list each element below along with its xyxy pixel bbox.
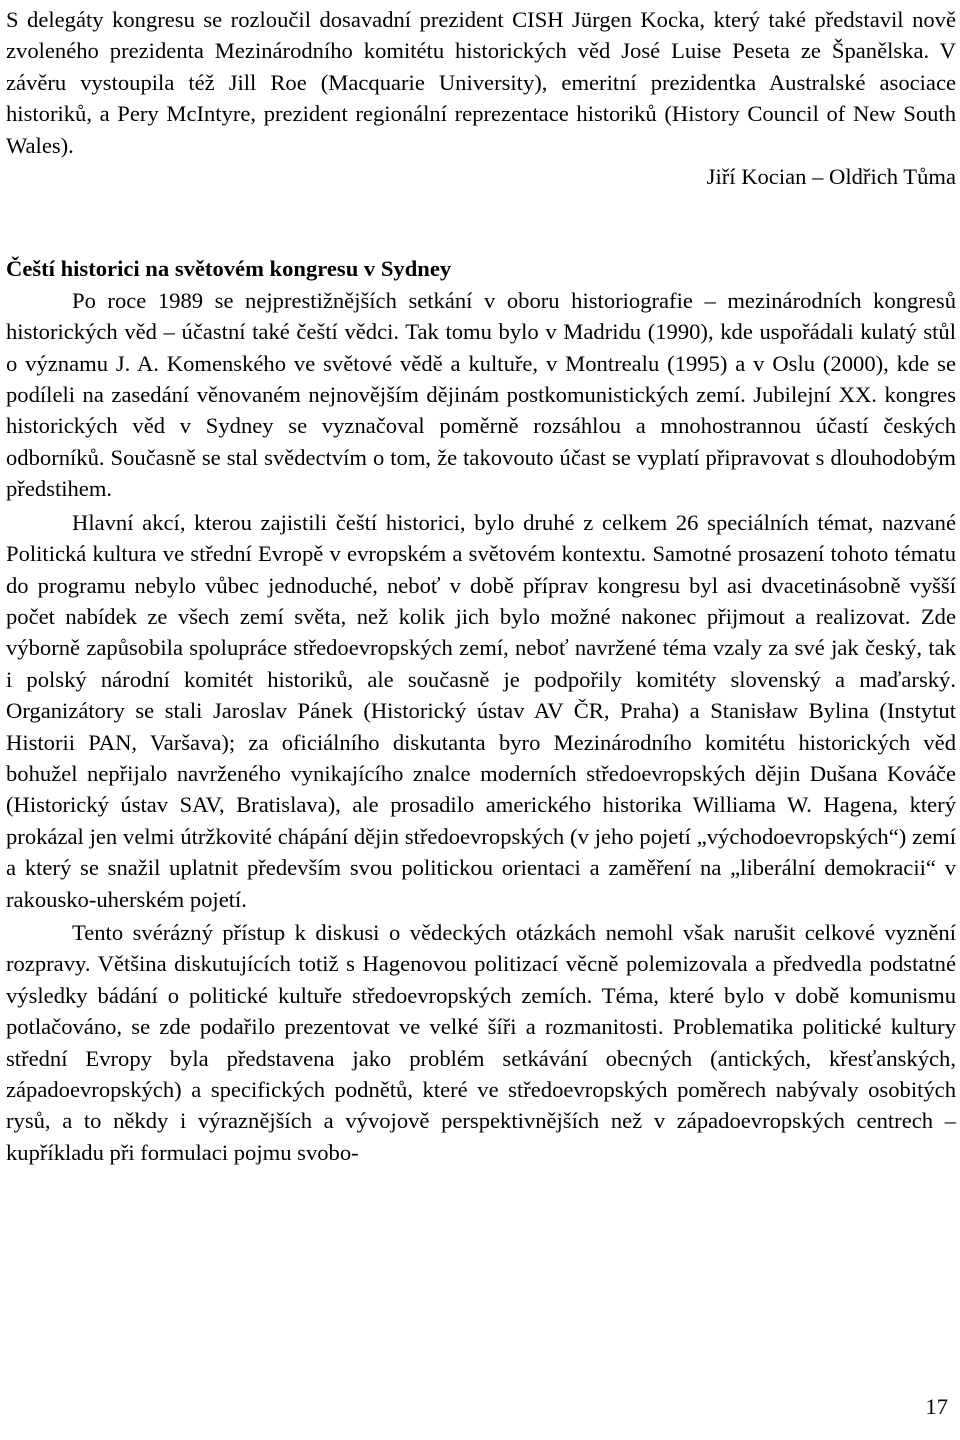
section-heading: Čeští historici na světovém kongresu v Sydney xyxy=(6,256,452,282)
document-page xyxy=(6,4,956,1168)
article-signature: Jiří Kocian – Oldřich Tůma xyxy=(706,164,956,190)
body-paragraph-3: Tento svérázný přístup k diskusi o vědeckých otázkách nemohl však narušit celkové vyznění rozpravy. Většina diskutujících totiž s Hagenovou politizací věcně polemizovala a předvedla podstatné výsledky bádání o politické kultuře středoevropských zemích. Téma, které bylo v době komunismu potlačováno, se zde podařilo prezentovat ve velké šíři a rozmanitosti. Problematika politické kultury střední Evropy byla představena jako problém setkávání obecných (antických, křesťanských, západoevropských) a specifických podnětů, které ve středoevropských poměrech nabývaly osobitých rysů, a to někdy i výraznějších a vývojově perspektivnějších než v západoevropských centrech – kupříkladu při formulaci pojmu svobo- xyxy=(6,919,956,1165)
page-number: 17 xyxy=(925,1394,948,1419)
intro-paragraph: S delegáty kongresu se rozloučil dosavadní prezident CISH Jürgen Kocka, který také představil nově zvoleného prezidenta Mezinárodního komitétu historických věd José Luise Peseta ze Španělska. V závěru vystoupila též Jill Roe (Macquarie University), emeritní prezidentka Australské asociace historiků, a Pery McIntyre, prezident regionální reprezentace historiků (History Council of New South Wales). xyxy=(6,7,956,158)
body-paragraph-2: Hlavní akcí, kterou zajistili čeští historici, bylo druhé z celkem 26 speciálních témat, nazvané Politická kultura ve střední Evropě v evropském a světovém kontextu. Samotné prosazení tohoto tématu do programu nebylo vůbec jednoduché, neboť v době příprav kongresu byl asi dvacetinásobně vyšší počet nabídek ze všech zemí světa, než kolik jich bylo možné nakonec přijmout a realizovat. Zde výborně zapůsobila spolupráce středoevropských zemí, neboť navržené téma vzaly za své jak český, tak i polský národní komitét historiků, ale současně je podpořily komitéty slovenský a maďarský. Organizátory se stali Jaroslav Pánek (Historický ústav AV ČR, Praha) a Stanisław Bylina (Instytut Historii PAN, Varšava); za oficiálního diskutanta byro Mezinárodního komitétu historických věd bohužel nepřijalo navrženého vynikajícího znalce moderních středoevropských dějin Dušana Kováče (Historický ústav SAV, Bratislava), ale prosadilo amerického historika Williama W. Hagena, který prokázal jen velmi útržkovité chápání dějin středoevropských (v jeho pojetí „východoevropských“) zemí a který se snažil uplatnit především svou politickou orientaci a zaměření na „liberální demokracii“ v rakousko-uherském pojetí. xyxy=(6,509,956,912)
body-paragraph-1: Po roce 1989 se nejprestižnějších setkání v oboru historiografie – mezinárodních kongresů historických věd – účastní také čeští vědci. Tak tomu bylo v Madridu (1990), kde uspořádali kulatý stůl o významu J. A. Komenského ve světové vědě a kultuře, v Montrealu (1995) a v Oslu (2000), kde se podíleli na zasedání věnovaném nejnovějším dějinám postkomunistických zemí. Jubilejní XX. kongres historických věd v Sydney se vyznačoval poměrně rozsáhlou a mnohostrannou účastí českých odborníků. Současně se stal svědectvím o tom, že takovouto účast se vyplatí připravovat s dlouhodobým předstihem. xyxy=(6,287,956,502)
